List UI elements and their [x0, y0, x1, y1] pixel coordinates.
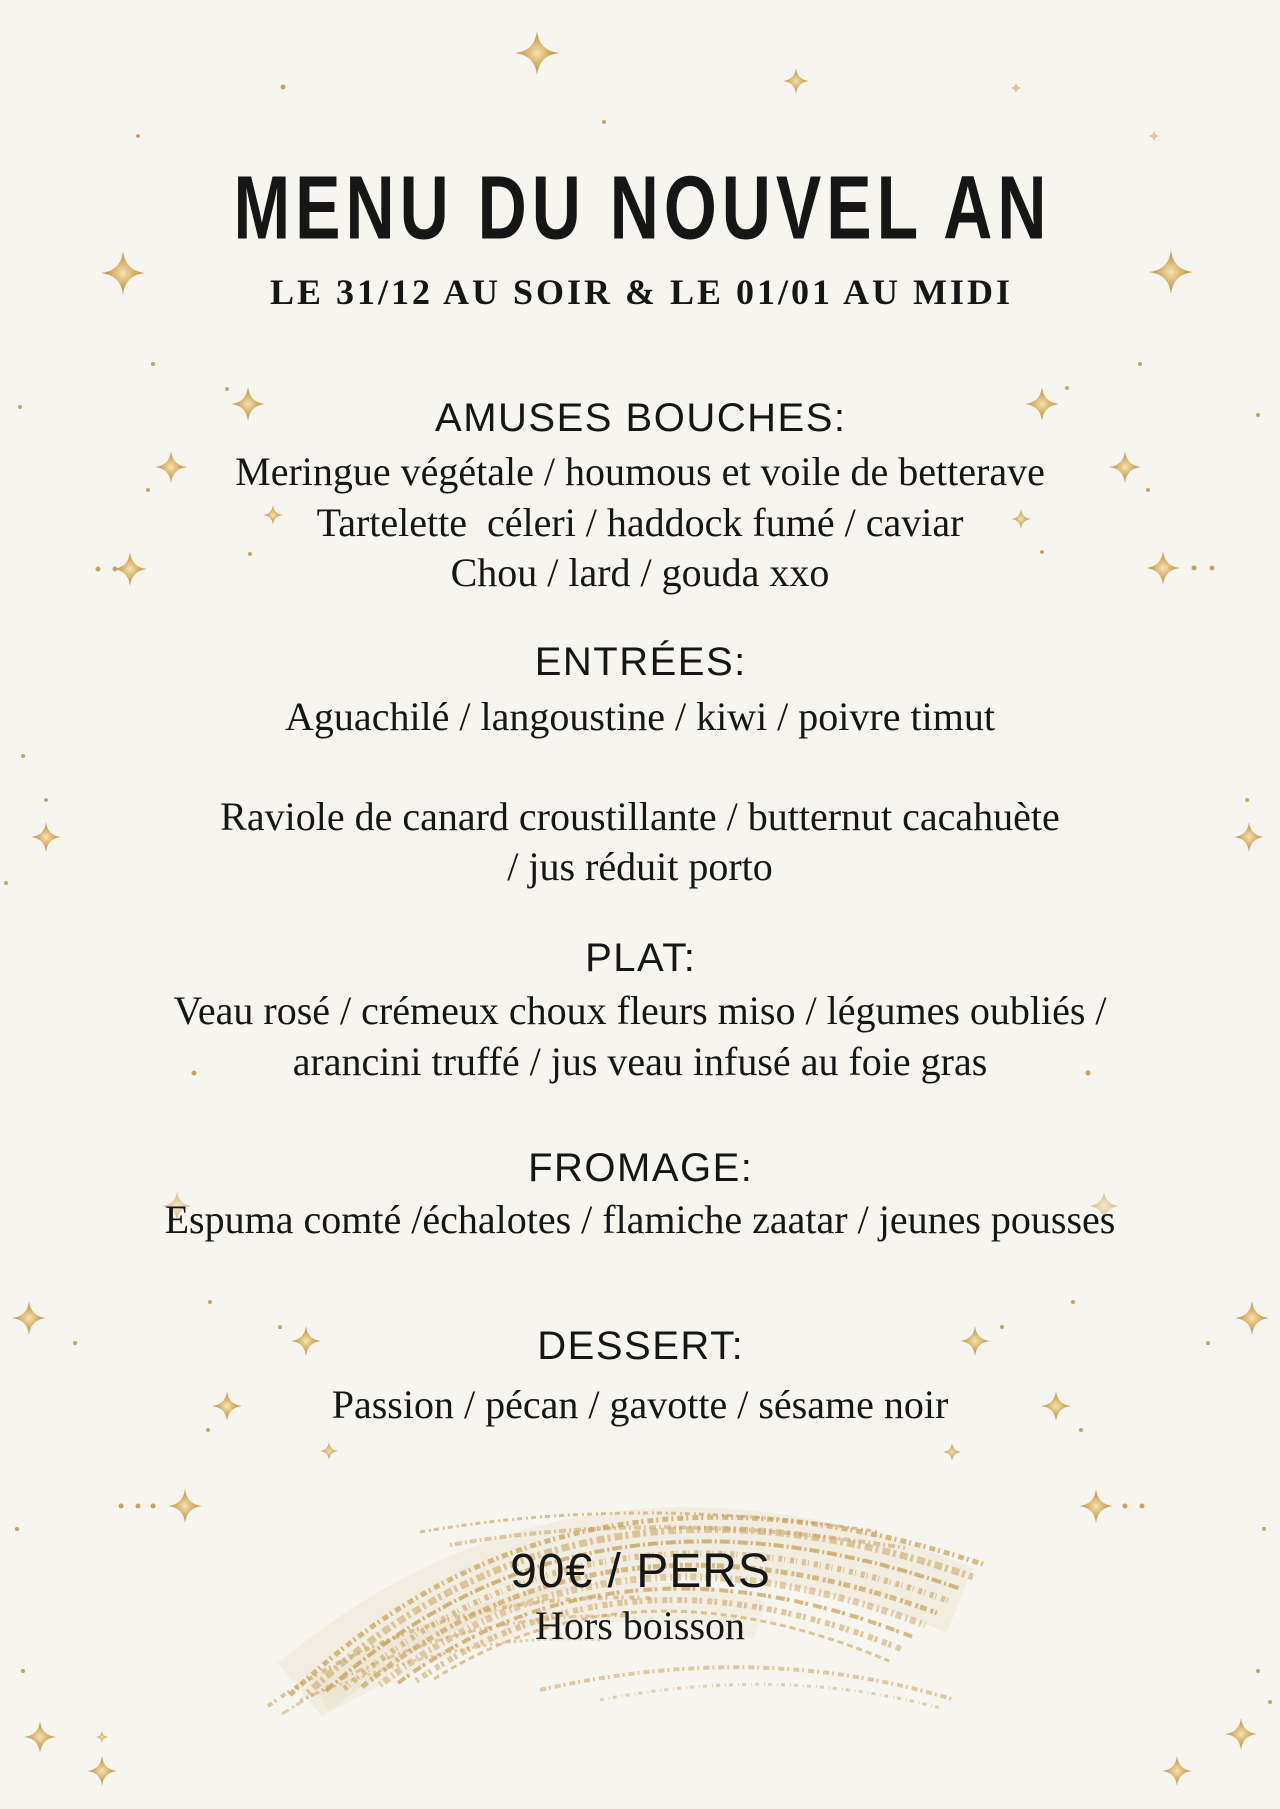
glitter-dot: [15, 1527, 19, 1531]
sparkle-star: [783, 68, 809, 94]
sparkle-star: [320, 1442, 338, 1460]
dish-line: Passion / pécan / gavotte / sésame noir: [331, 1382, 949, 1427]
dish-line: Meringue végétale / houmous et voile de betterave: [235, 449, 1045, 494]
sparkle-star: [1162, 1756, 1192, 1786]
sparkle-star: [24, 1721, 56, 1753]
glitter-dot: [1071, 1300, 1075, 1304]
sparkle-star: [1149, 131, 1159, 141]
sparkle-star: [515, 31, 559, 75]
sparkle-star: [96, 1731, 108, 1743]
menu-title: MENU DU NOUVEL AN: [233, 157, 1052, 259]
dish-line: Espuma comté /échalotes / flamiche zaatar / jeunes pousses: [164, 1197, 1116, 1242]
glitter-dot: [1123, 1504, 1128, 1509]
glitter-dot: [1140, 1504, 1145, 1509]
glitter-dot: [225, 387, 229, 391]
sparkle-star: [1079, 1489, 1113, 1523]
sparkle-star: [1225, 1718, 1257, 1750]
brush-bristle: [540, 1667, 955, 1700]
dish-line: / jus réduit porto: [507, 844, 773, 889]
section-heading: FROMAGE:: [528, 1146, 754, 1190]
sparkle-star: [1011, 83, 1021, 93]
sparkle-star: [87, 1756, 117, 1786]
glitter-dot: [1138, 362, 1142, 366]
section-heading: PLAT:: [585, 936, 697, 980]
glitter-dot: [281, 85, 286, 90]
section-heading: DESSERT:: [537, 1324, 745, 1368]
glitter-dot: [136, 1504, 141, 1509]
price-note: Hors boisson: [534, 1603, 746, 1648]
glitter-dot: [1256, 1669, 1260, 1673]
section-heading: AMUSES BOUCHES:: [435, 396, 847, 440]
dish-line: Tartelette céleri / haddock fumé / caviar: [316, 500, 964, 545]
glitter-dot: [1262, 1527, 1266, 1531]
price-per-person: 90€ / PERS: [510, 1545, 771, 1598]
glitter-dot: [208, 1300, 212, 1304]
glitter-dot: [151, 1504, 156, 1509]
brush-bristle: [600, 1684, 940, 1708]
dish-line: arancini truffé / jus veau infusé au foie gras: [292, 1039, 988, 1084]
sparkle-star: [168, 1489, 202, 1523]
glitter-dot: [1065, 386, 1069, 390]
glitter-dot: [151, 362, 155, 366]
menu-dates-subtitle: LE 31/12 AU SOIR & LE 01/01 AU MIDI: [269, 272, 1014, 312]
glitter-dot: [602, 120, 606, 124]
glitter-dot: [1268, 1700, 1272, 1704]
section-heading: ENTRÉES:: [534, 640, 747, 684]
dish-line: Raviole de canard croustillante / butternut cacahuète: [220, 794, 1060, 839]
glitter-dot: [21, 754, 25, 758]
glitter-dot: [119, 1504, 124, 1509]
glitter-dots: [4, 85, 1272, 1705]
dish-line: Veau rosé / crémeux choux fleurs miso / légumes oubliés /: [173, 988, 1107, 1033]
dish-line: Chou / lard / gouda xxo: [450, 550, 830, 595]
glitter-dot: [21, 1669, 25, 1673]
dish-line: Aguachilé / langoustine / kiwi / poivre timut: [285, 694, 995, 739]
glitter-dot: [136, 134, 140, 138]
sparkle-star: [943, 1443, 961, 1461]
